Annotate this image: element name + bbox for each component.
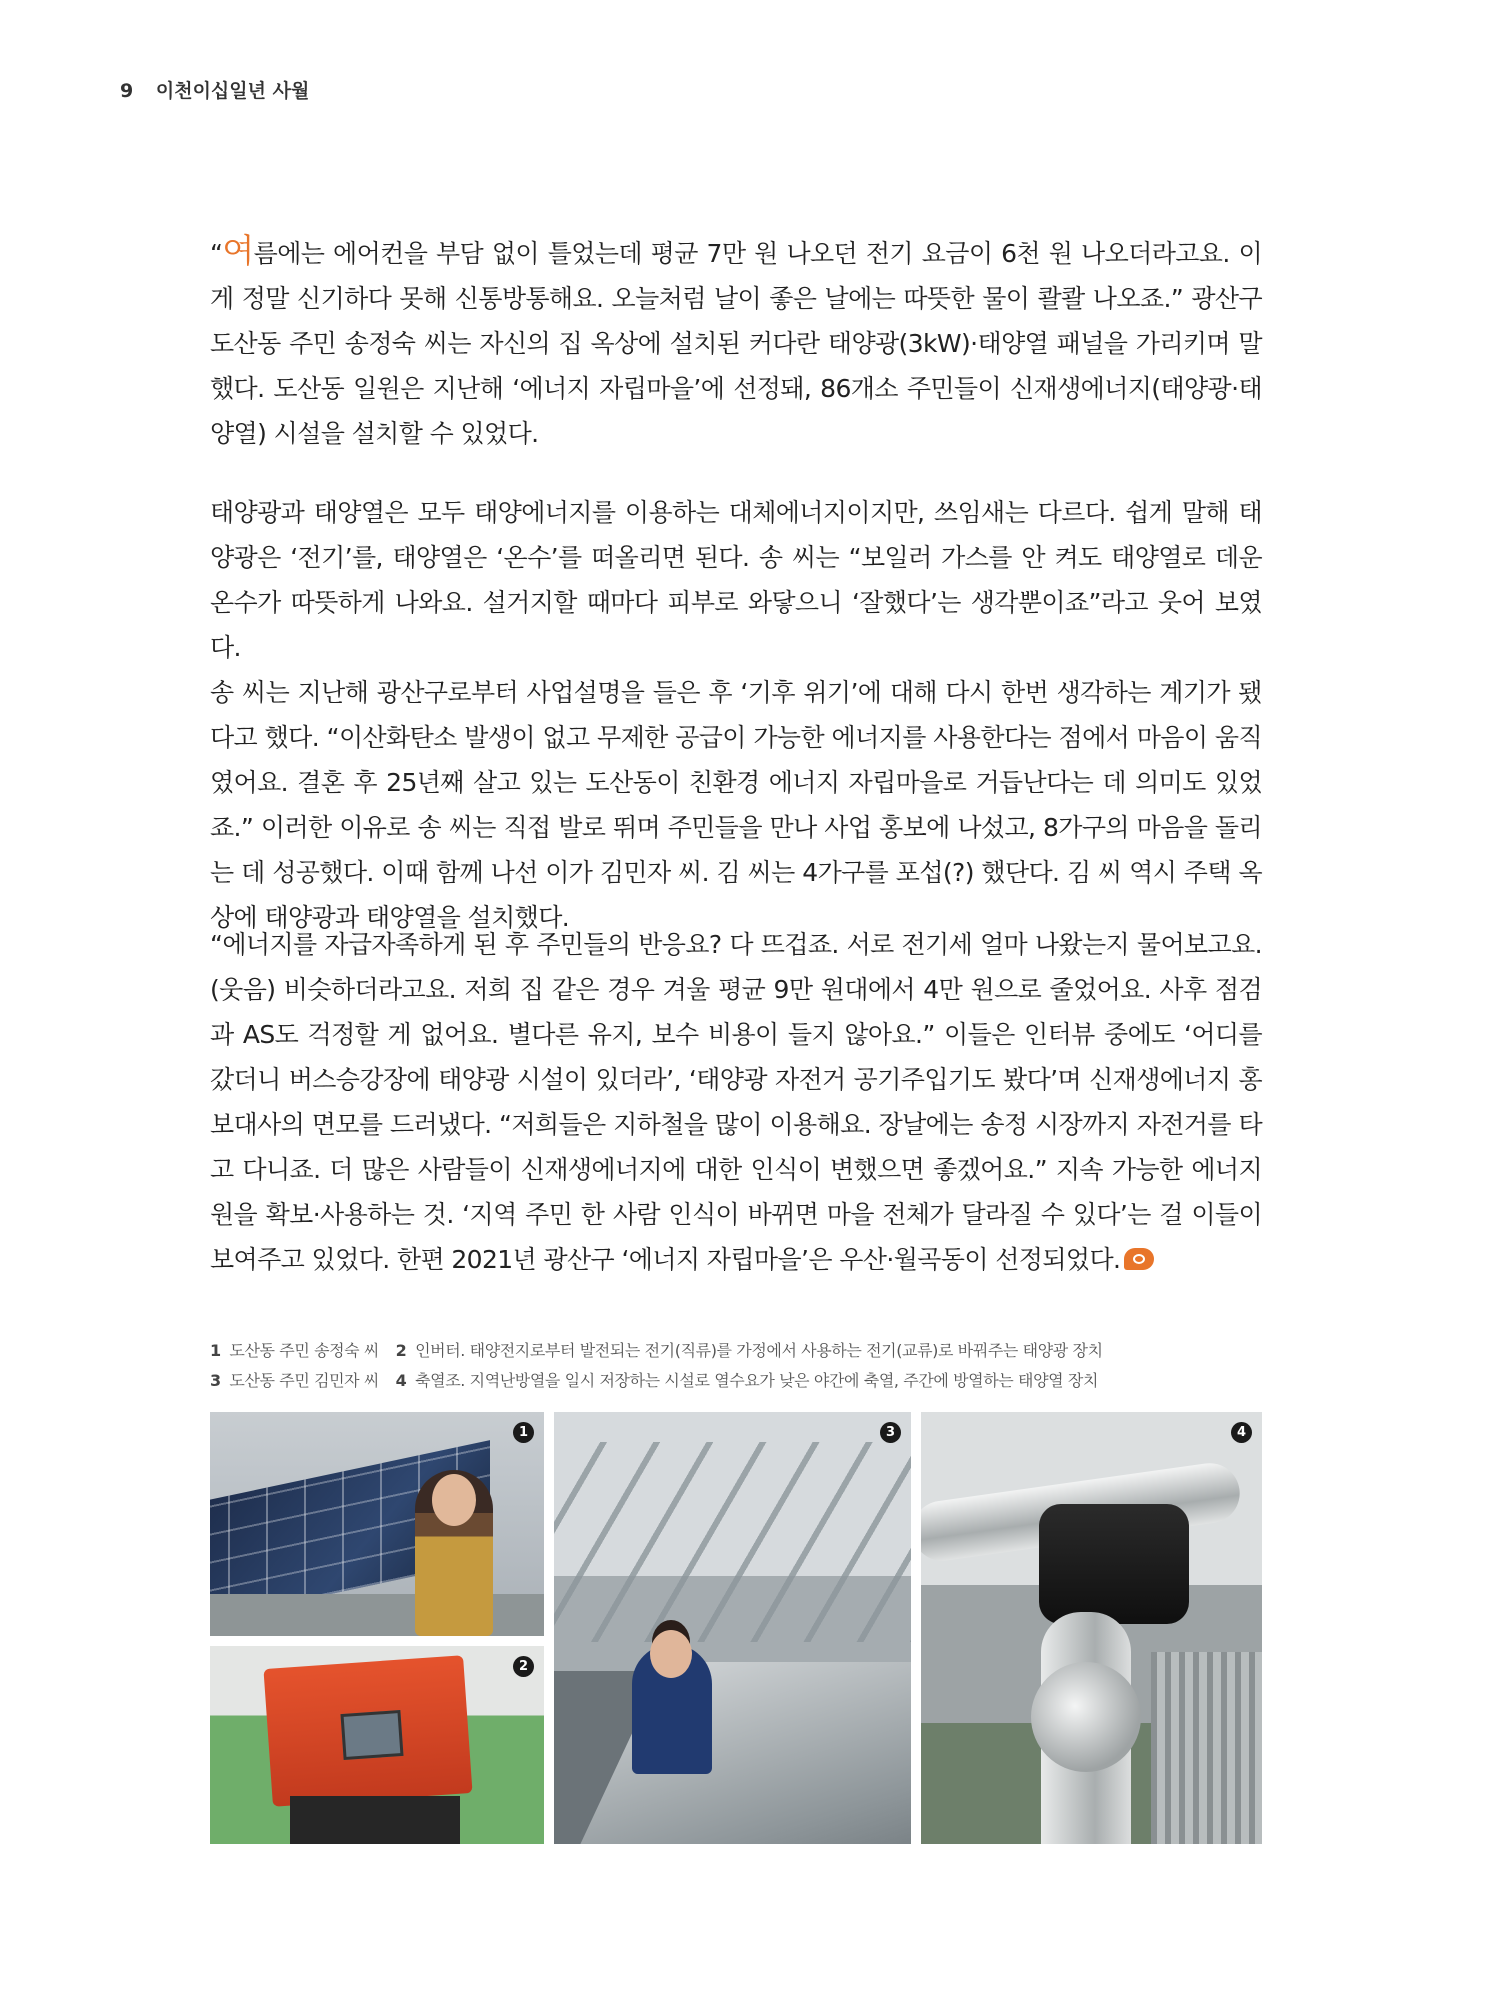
paragraph-1-text: 름에는 에어컨을 부담 없이 틀었는데 평균 7만 원 나오던 전기 요금이 6천 원 나오더라고요. 이게 정말 신기하다 못해 신통방통해요. 오늘처럼 날이 좋은 날에는 따뜻한 물이 콸콸 나오죠.” 광산구 도산동 주민 송정숙 씨는 자신의 집 옥상에 설치된 커다란 태양광(3kW)·태양열 패널을 가리키며 말했다. 도산동 일원은 지난해 ‘에너지 자립마을’에 선정돼, 86개소 주민들이 신재생에너지(태양광·태양열) 시설을 설치할 수 있었다. bbox=[210, 239, 1262, 448]
photo-number-badge: 3 bbox=[880, 1422, 901, 1443]
railing bbox=[1151, 1652, 1262, 1844]
inverter-base bbox=[290, 1796, 460, 1844]
paragraph-2b-text: 송 씨는 지난해 광산구로부터 사업설명을 들은 후 ‘기후 위기’에 대해 다시 한번 생각하는 계기가 됐다고 했다. “이산화탄소 발생이 없고 무제한 공급이 가능한 에너지를 사용한다는 점에서 마음이 움직였어요. 결혼 후 25년째 살고 있는 도산동이 친환경 에너지 자립마을로 거듭난다는 데 의미도 있었죠.” 이러한 이유로 송 씨는 직접 발로 뛰며 주민들을 만나 사업 홍보에 나섰고, 8가구의 마음을 돌리는 데 성공했다. 이때 함께 나선 이가 김민자 씨. 김 씨는 4가구를 포섭(?) 했단다. 김 씨 역시 주택 옥상에 태양광과 태양열을 설치했다. bbox=[210, 678, 1262, 932]
pipe-elbow bbox=[1031, 1662, 1141, 1772]
article-paragraph-3 bbox=[210, 922, 1262, 1282]
caption-number: 3 bbox=[210, 1371, 221, 1390]
photo-number-badge: 2 bbox=[513, 1656, 534, 1677]
caption-number: 1 bbox=[210, 1341, 221, 1360]
photo-resident-solar-thermal bbox=[554, 1412, 911, 1844]
photo-heat-storage-tank bbox=[921, 1412, 1262, 1844]
page-number: 9 bbox=[120, 80, 134, 102]
resident-face bbox=[650, 1630, 692, 1678]
pump-unit bbox=[1039, 1504, 1189, 1624]
caption-line-2 bbox=[210, 1366, 1262, 1396]
paragraph-2a-text: 태양광과 태양열은 모두 태양에너지를 이용하는 대체에너지이지만, 쓰임새는 다르다. 쉽게 말해 태양광은 ‘전기’를, 태양열은 ‘온수’를 떠올리면 된다. 송 씨는 “보일러 가스를 안 켜도 태양열로 데운 온수가 따뜻하게 나와요. 설거지할 때마다 피부로 와닿으니 ‘잘했다’는 생각뿐이죠”라고 웃어 보였다. bbox=[210, 498, 1262, 662]
inverter-display bbox=[340, 1710, 403, 1760]
drop-cap: 여 bbox=[222, 231, 254, 270]
caption-text: 인버터. 태양전지로부터 발전되는 전기(직류)를 가정에서 사용하는 전기(교류)로 바꿔주는 태양광 장치 bbox=[415, 1341, 1103, 1360]
end-mark-icon bbox=[1124, 1248, 1154, 1270]
article-paragraph-1 bbox=[210, 228, 1262, 456]
caption-number: 2 bbox=[395, 1341, 407, 1360]
photo-number-badge: 4 bbox=[1231, 1422, 1252, 1443]
caption-number: 4 bbox=[395, 1371, 407, 1390]
rooftop-floor bbox=[210, 1594, 544, 1636]
caption-text: 도산동 주민 송정숙 씨 bbox=[229, 1341, 379, 1360]
caption-line-1 bbox=[210, 1336, 1262, 1366]
photo-captions bbox=[210, 1336, 1262, 1396]
issue-title: 이천이십일년 사월 bbox=[155, 80, 310, 102]
caption-text: 도산동 주민 김민자 씨 bbox=[229, 1371, 379, 1390]
paragraph-3-text: “에너지를 자급자족하게 된 후 주민들의 반응요? 다 뜨겁죠. 서로 전기세 얼마 나왔는지 물어보고요.(웃음) 비슷하더라고요. 저희 집 같은 경우 겨울 평균 9만 원대에서 4만 원으로 줄었어요. 사후 점검과 AS도 걱정할 게 없어요. 별다른 유지, 보수 비용이 들지 않아요.” 이들은 인터뷰 중에도 ‘어디를 갔더니 버스승강장에 태양광 시설이 있더라’, ‘태양광 자전거 공기주입기도 봤다’며 신재생에너지 홍보대사의 면모를 드러냈다. “저희들은 지하철을 많이 이용해요. 장날에는 송정 시장까지 자전거를 타고 다니죠. 더 많은 사람들이 신재생에너지에 대한 인식이 변했으면 좋겠어요.” 지속 가능한 에너지원을 확보·사용하는 것. ‘지역 주민 한 사람 인식이 바뀌면 마을 전체가 달라질 수 있다’는 걸 이들이 보여주고 있었다. 한편 2021년 광산구 ‘에너지 자립마을’은 우산·월곡동이 선정되었다. bbox=[210, 930, 1262, 1274]
caption-text: 축열조. 지역난방열을 일시 저장하는 시설로 열수요가 낮은 야간에 축열, 주간에 방열하는 태양열 장치 bbox=[415, 1371, 1098, 1390]
article-paragraph-2 bbox=[210, 490, 1262, 940]
resident-face bbox=[432, 1474, 476, 1526]
support-frame bbox=[554, 1442, 911, 1642]
photo-inverter bbox=[210, 1646, 544, 1844]
photo-number-badge: 1 bbox=[513, 1422, 534, 1443]
open-quote: “ bbox=[210, 239, 223, 268]
running-header bbox=[120, 76, 309, 103]
photo-resident-solar-panels bbox=[210, 1412, 544, 1636]
solar-thermal-collector bbox=[563, 1662, 911, 1844]
